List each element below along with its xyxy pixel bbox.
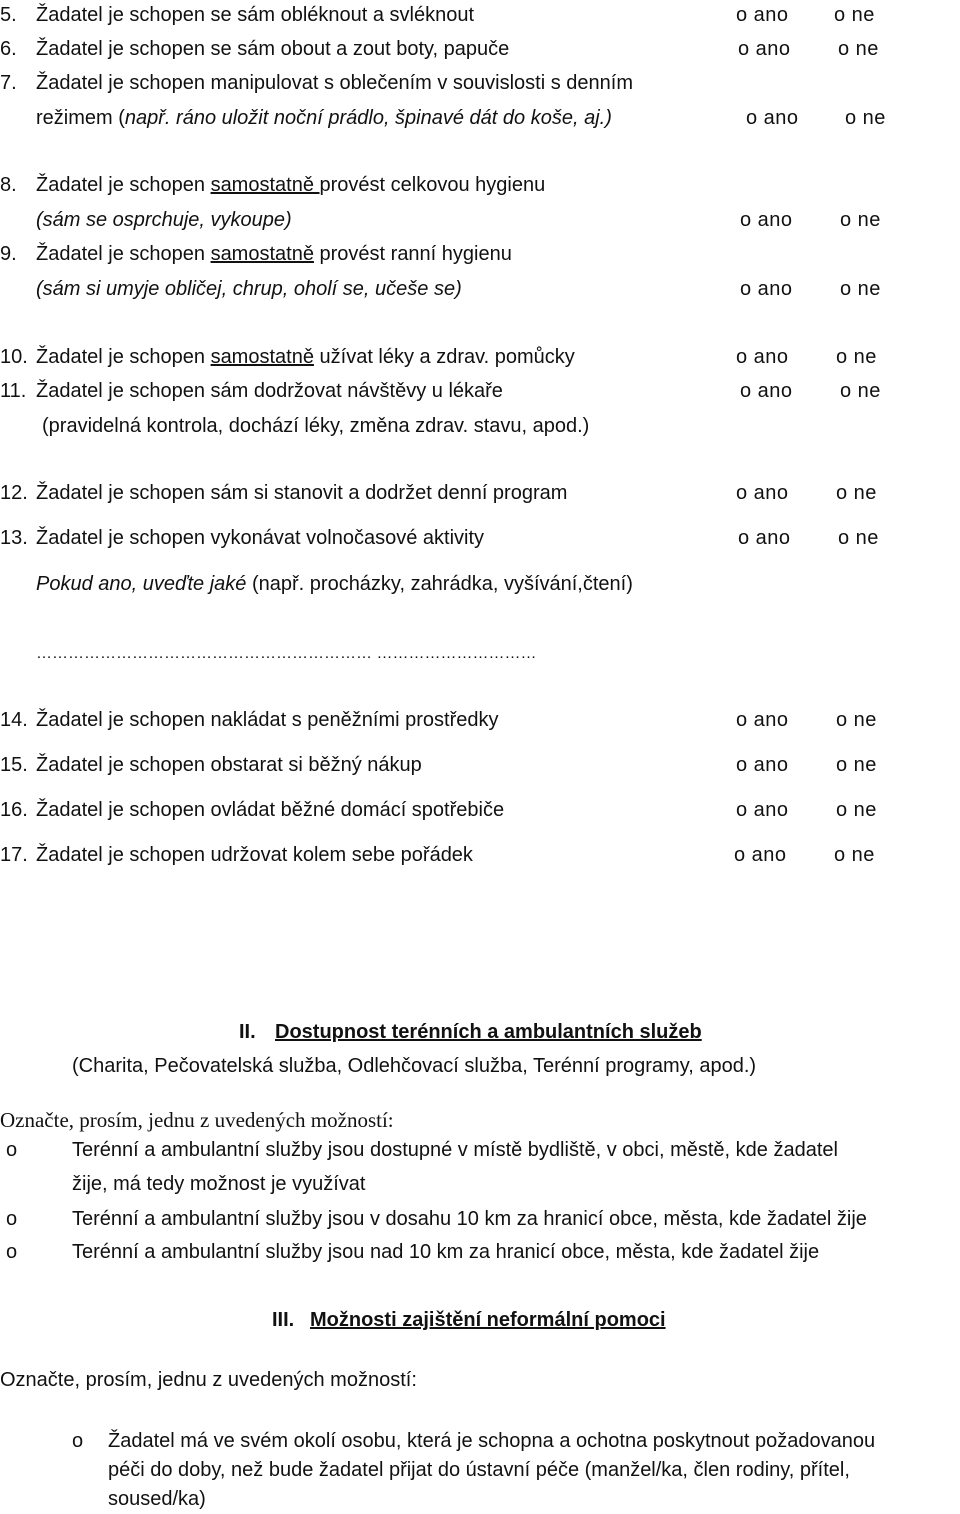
question-14-yes-option[interactable]: o ano — [736, 709, 789, 731]
question-14-no-option[interactable]: o ne — [836, 709, 877, 731]
question-11-yes-option[interactable]: o ano — [740, 380, 793, 402]
section-2-option-2-radio[interactable]: o — [6, 1208, 18, 1230]
question-10-no-option[interactable]: o ne — [836, 346, 877, 368]
question-8-no-option[interactable]: o ne — [840, 209, 881, 231]
question-17-number: 17. — [0, 844, 28, 866]
section-2-title: Dostupnost terénních a ambulantních služeb — [275, 1021, 702, 1043]
question-9-text: Žadatel je schopen samostatně provést ranní hygienu — [36, 243, 512, 265]
question-12-number: 12. — [0, 482, 28, 504]
section-3-instruction: Označte, prosím, jednu z uvedených možností: — [0, 1369, 417, 1391]
question-13-yes-option[interactable]: o ano — [738, 527, 791, 549]
question-13-answer-line[interactable]: ……………………………………………………… ………………………… — [36, 645, 537, 662]
question-12-no-option[interactable]: o ne — [836, 482, 877, 504]
question-16-text: Žadatel je schopen ovládat běžné domácí spotřebiče — [36, 799, 505, 821]
section-3-option-text: Žadatel má ve svém okolí osobu, která je schopna a ochotna poskytnout požadovanou — [108, 1430, 876, 1452]
question-7-yes-option[interactable]: o ano — [746, 107, 799, 129]
section-3-number: III. — [272, 1309, 295, 1331]
question-8-detail: (sám se osprchuje, vykoupe) — [36, 209, 292, 231]
question-11-number: 11. — [0, 380, 27, 402]
question-13-activities-prompt: Pokud ano, uveďte jaké (např. procházky, zahrádka, vyšívání,čtení) — [36, 573, 633, 595]
question-11-no-option[interactable]: o ne — [840, 380, 881, 402]
question-8-yes-option[interactable]: o ano — [740, 209, 793, 231]
question-11-text: Žadatel je schopen sám dodržovat návštěvy u lékaře — [36, 380, 503, 402]
question-6-no-option[interactable]: o ne — [838, 38, 879, 60]
question-9-number: 9. — [0, 243, 17, 265]
section-3-option-text-cont: péči do doby, než bude žadatel přijat do ústavní péče (manžel/ka, člen rodiny, přítel, — [108, 1459, 850, 1481]
question-9-yes-option[interactable]: o ano — [740, 278, 793, 300]
question-15-no-option[interactable]: o ne — [836, 754, 877, 776]
question-9-detail: (sám si umyje obličej, chrup, oholí se, učeše se) — [36, 278, 462, 300]
question-8-number: 8. — [0, 174, 17, 196]
question-17-no-option[interactable]: o ne — [834, 844, 875, 866]
section-2-option-3-text: Terénní a ambulantní služby jsou nad 10 km za hranicí obce, města, kde žadatel žije — [72, 1241, 820, 1263]
question-12-yes-option[interactable]: o ano — [736, 482, 789, 504]
question-15-text: Žadatel je schopen obstarat si běžný nákup — [36, 754, 422, 776]
question-12-text: Žadatel je schopen sám si stanovit a dodržet denní program — [36, 482, 568, 504]
question-14-number: 14. — [0, 709, 28, 731]
section-2-subtitle: (Charita, Pečovatelská služba, Odlehčovací služba, Terénní programy, apod.) — [72, 1055, 757, 1077]
question-5-text: Žadatel je schopen se sám obléknout a svléknout — [36, 4, 475, 26]
question-13-text: Žadatel je schopen vykonávat volnočasové aktivity — [36, 527, 485, 549]
question-13-no-option[interactable]: o ne — [838, 527, 879, 549]
question-5-no-option[interactable]: o ne — [834, 4, 875, 26]
question-6-text: Žadatel je schopen se sám obout a zout boty, papuče — [36, 38, 510, 60]
question-9-no-option[interactable]: o ne — [840, 278, 881, 300]
question-7-detail: režimem (např. ráno uložit noční prádlo, špinavé dát do koše, aj.) — [36, 107, 612, 129]
question-8-text: Žadatel je schopen samostatně provést celkovou hygienu — [36, 174, 546, 196]
section-2-option-2-text: Terénní a ambulantní služby jsou v dosahu 10 km za hranicí obce, města, kde žadatel žije — [72, 1208, 867, 1230]
section-3-title: Možnosti zajištění neformální pomoci — [310, 1309, 666, 1331]
question-13-number: 13. — [0, 527, 28, 549]
question-7-text: Žadatel je schopen manipulovat s oblečením v souvislosti s denním — [36, 72, 633, 94]
question-7-number: 7. — [0, 72, 17, 94]
question-5-number: 5. — [0, 4, 17, 26]
section-2-option-3-radio[interactable]: o — [6, 1241, 18, 1263]
question-17-text: Žadatel je schopen udržovat kolem sebe pořádek — [36, 844, 473, 866]
question-15-number: 15. — [0, 754, 28, 776]
section-2-option-1-text-cont: žije, má tedy možnost je využívat — [72, 1173, 366, 1195]
section-2-number: II. — [239, 1021, 256, 1043]
question-10-text: Žadatel je schopen samostatně užívat léky a zdrav. pomůcky — [36, 346, 575, 368]
section-3-option-text-end: soused/ka) — [108, 1488, 206, 1510]
question-10-number: 10. — [0, 346, 28, 368]
question-15-yes-option[interactable]: o ano — [736, 754, 789, 776]
question-14-text: Žadatel je schopen nakládat s peněžními prostředky — [36, 709, 499, 731]
section-2-option-1-radio[interactable]: o — [6, 1139, 18, 1161]
question-6-yes-option[interactable]: o ano — [738, 38, 791, 60]
question-17-yes-option[interactable]: o ano — [734, 844, 787, 866]
section-3-option-radio[interactable]: o — [72, 1430, 84, 1452]
question-5-yes-option[interactable]: o ano — [736, 4, 789, 26]
section-2-option-1-text: Terénní a ambulantní služby jsou dostupné v místě bydliště, v obci, městě, kde žadatel — [72, 1139, 838, 1161]
question-11-detail: (pravidelná kontrola, dochází léky, změna zdrav. stavu, apod.) — [42, 415, 590, 437]
question-6-number: 6. — [0, 38, 17, 60]
question-10-yes-option[interactable]: o ano — [736, 346, 789, 368]
question-16-yes-option[interactable]: o ano — [736, 799, 789, 821]
section-2-instruction: Označte, prosím, jednu z uvedených možností: — [0, 1108, 394, 1132]
question-16-no-option[interactable]: o ne — [836, 799, 877, 821]
question-16-number: 16. — [0, 799, 28, 821]
question-7-no-option[interactable]: o ne — [845, 107, 886, 129]
